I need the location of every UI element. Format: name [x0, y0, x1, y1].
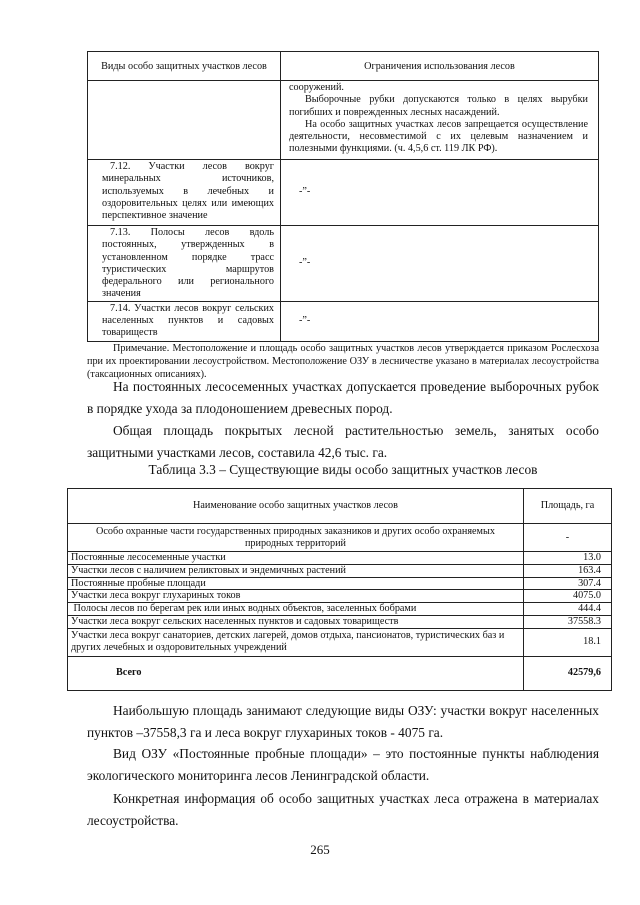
table-row: Постоянные пробные площади 307.4: [68, 577, 612, 590]
table-note: Примечание. Местоположение и площадь особо защитных участков лесов утверждается приказом Рослесхоза при их проектировании лесоустройством. Местоположение ОЗУ в лесничестве указано в материалах лесоустройства (таксационных описаниях).: [87, 343, 599, 380]
table-row: Участки леса вокруг санаториев, детских лагерей, домов отдыха, пансионатов, туристических баз и других лечебных и оздоровительных учреждений 18.1: [68, 628, 612, 656]
total-label: Всего: [68, 656, 524, 690]
restriction-continuation: сооружений. Выборочные рубки допускаются только в целях вырубки погибших и поврежденных лесных насаждений. На особо защитных участках лесов запрещается осуществление деятельности, несовместимой с их целевым назначением и полезными функциями. (ч. 4,5,6 ст. 119 ЛК РФ).: [281, 81, 599, 160]
table-row: [88, 301, 599, 341]
table-header-row: [68, 489, 612, 524]
header-name: Наименование особо защитных участков лесов: [68, 489, 524, 524]
header-area: Площадь, га: [524, 489, 612, 524]
table-row: [88, 81, 599, 160]
table-row: [88, 160, 599, 226]
forest-type-cell: 7.12. Участки лесов вокруг минеральных источников, используемых в лечебных и оздоровительных целях или имеющих перспективное значение: [88, 160, 281, 226]
table-header-row: [88, 52, 599, 81]
protected-areas-table: [67, 488, 612, 691]
forest-type-cell: 7.14. Участки лесов вокруг сельских населенных пунктов и садовых товариществ: [88, 301, 281, 341]
paragraph-seed-plots: На постоянных лесосеменных участках допускается проведение выборочных рубок в порядке ухода за плодоношением древесных пород.: [87, 379, 599, 416]
forest-type-cell: 7.13. Полосы лесов вдоль постоянных, утвержденных в установленном порядке трасс туристических маршрутов федерального или регионального значения: [88, 226, 281, 302]
table-caption: Таблица 3.3 – Существующие виды особо защитных участков лесов: [148, 462, 538, 477]
paragraph-total-area: Общая площадь покрытых лесной растительностью земель, занятых особо защитными участками лесов, составила 42,6 тыс. га.: [87, 423, 599, 460]
table-row: Особо охранные части государственных природных заказников и других особо охраняемых природных территорий -: [68, 524, 612, 552]
table-row: Участки леса вокруг глухариных токов 4075.0: [68, 590, 612, 603]
total-value: 42579,6: [524, 656, 612, 690]
restriction-cell: -”-: [281, 226, 599, 302]
table-row: Участки лесов с наличием реликтовых и эндемичных растений 163.4: [68, 564, 612, 577]
table-row: Полосы лесов по берегам рек или иных водных объектов, заселенных бобрами 444.4: [68, 603, 612, 616]
restriction-cell: -”-: [281, 301, 599, 341]
header-types: Виды особо защитных участков лесов: [88, 52, 281, 81]
restrictions-table: [87, 51, 599, 342]
table-row: Постоянные лесосеменные участки 13.0: [68, 552, 612, 565]
table-row: [88, 226, 599, 302]
paragraph-largest-areas: Наибольшую площадь занимают следующие виды ОЗУ: участки вокруг населенных пунктов –37558,3 га и леса вокруг глухариных токов - 4075 га.: [87, 703, 599, 740]
page-number: 265: [310, 842, 330, 857]
restriction-cell: -”-: [281, 160, 599, 226]
table-row: Участки леса вокруг сельских населенных пунктов и садовых товариществ 37558.3: [68, 615, 612, 628]
table-total-row: [68, 656, 612, 690]
paragraph-sample-plots: Вид ОЗУ «Постоянные пробные площади» – это постоянные пункты наблюдения экологического мониторинга лесов Ленинградской области.: [87, 746, 599, 783]
header-restrictions: Ограничения использования лесов: [281, 52, 599, 81]
paragraph-materials: Конкретная информация об особо защитных участках леса отражена в материалах лесоустройства.: [87, 791, 599, 828]
